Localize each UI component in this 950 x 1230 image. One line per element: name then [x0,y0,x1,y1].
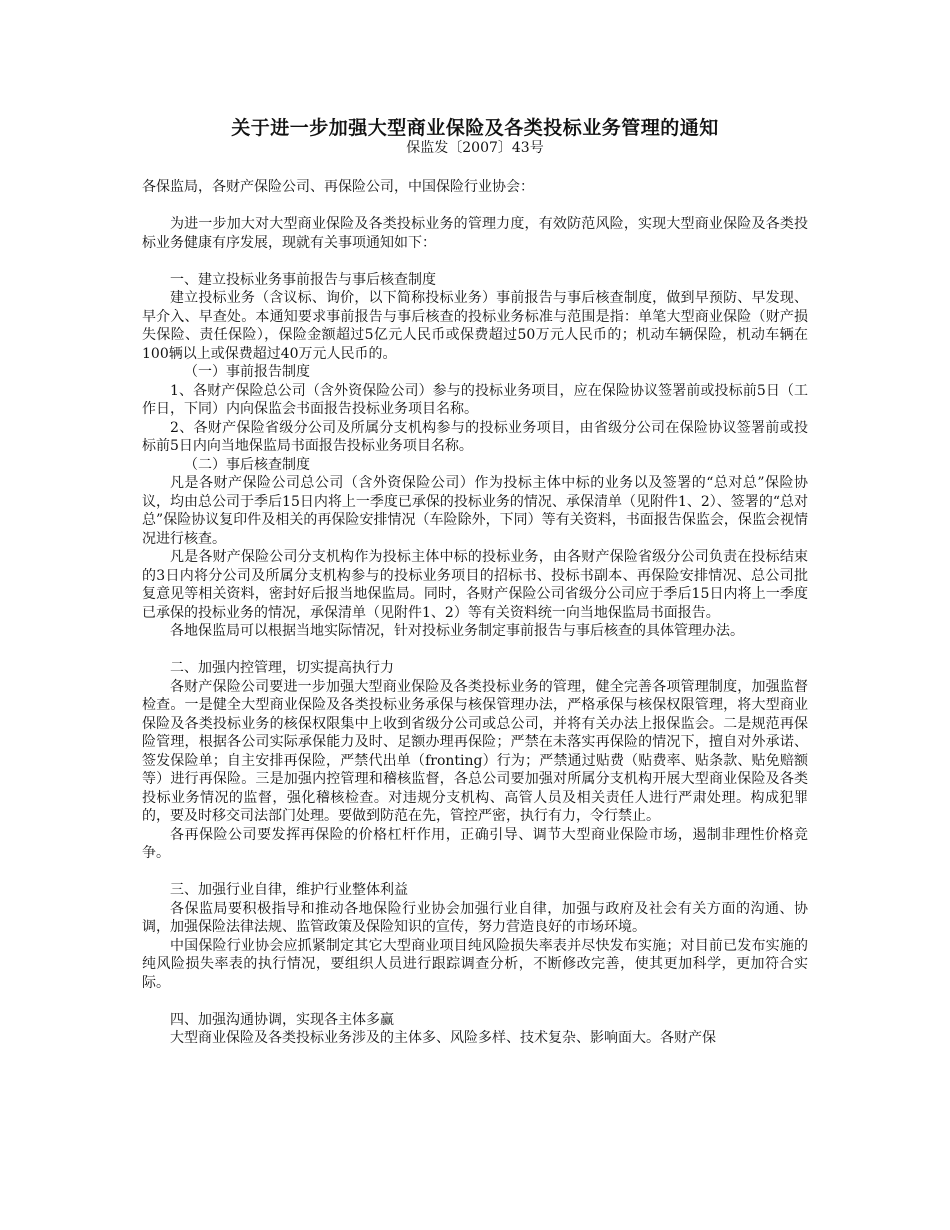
section-1-subheading-1: （一）事前报告制度 [184,364,310,380]
section-2-paragraph: 各财产保险公司要进一步加强大型商业保险及各类投标业务的管理，健全完善各项管理制度，加强监督检查。一是健全大型商业保险及各类投标业务承保与核保管理办法，严格承保与核保权限管理，将大型商业保险及各类投标业务的核保权限集中上收到省级分公司或总公司，并将有关办法上报保监会。二是规范再保险管理，根据各公司实际承保能力及时、足额办理再保险；严禁在未落实再保险的情况下，擅自对外承诺、签发保险单；自主安排再保险，严禁代出单（fronting）行为；严禁通过贴费（贴费率、贴条款、贴免赔额等）进行再保险。三是加强内控管理和稽核监督，各总公司要加强对所属分支机构开展大型商业保险及各类投标业务情况的监督，强化稽核检查。对违规分支机构、高管人员及相关责任人进行严肃处理。构成犯罪的，要及时移交司法部门处理。要做到防范在先，管控严密，执行有力，令行禁止。 [142,678,808,824]
section-1-paragraph: 建立投标业务（含议标、询价，以下简称投标业务）事前报告与事后核查制度，做到早预防、早发现、早介入、早查处。本通知要求事前报告与事后核查的投标业务标准与范围是指：单笔大型商业保险（财产损失保险、责任保险），保险金额超过5亿元人民币或保费超过50万元人民币的；机动车辆保险，机动车辆在100辆以上或保费超过40万元人民币的。 [142,290,808,362]
section-1-paragraph: 2、各财产保险省级分公司及所属分支机构参与的投标业务项目，由省级分公司在保险协议签署前或投标前5日内向当地保监局书面报告投标业务项目名称。 [142,419,808,454]
document-number: 保监发〔2007〕43号 [406,140,544,156]
document-title: 关于进一步加强大型商业保险及各类投标业务管理的通知 [231,117,719,139]
section-1-paragraph: 凡是各财产保险公司分支机构作为投标主体中标的投标业务，由各财产保险省级分公司负责在投标结束的3日内将分公司及所属分支机构参与的投标业务项目的招标书、投标书副本、再保险安排情况、总公司批复意见等相关资料，密封好后报当地保监局。同时，各财产保险公司省级分公司应于季后15日内将上一季度已承保的投标业务的情况，承保清单（见附件1、2）等有关资料统一向当地保监局书面报告。 [142,549,808,621]
salutation: 各保监局，各财产保险公司、再保险公司，中国保险行业协会： [142,179,534,195]
section-1-paragraph: 凡是各财产保险公司总公司（含外资保险公司）作为投标主体中标的业务以及签署的“总对总”保险协议，均由总公司于季后15日内将上一季度已承保的投标业务的情况、承保清单（见附件1、2）、签署的“总对总”保险协议复印件及相关的再保险安排情况（车险除外，下同）等有关资料，书面报告保监会，保监会视情况进行核查。 [142,475,808,547]
section-4-heading: 四、加强沟通协调，实现各主体多赢 [170,1011,394,1028]
section-2-paragraph: 各再保险公司要发挥再保险的价格杠杆作用，正确引导、调节大型商业保险市场，遏制非理性价格竞争。 [142,826,808,861]
section-4-paragraph: 大型商业保险及各类投标业务涉及的主体多、风险多样、技术复杂、影响面大。各财产保 [170,1030,716,1046]
section-3-paragraph: 各保监局要积极指导和推动各地保险行业协会加强行业自律，加强与政府及社会有关方面的沟通、协调，加强保险法律法规、监管政策及保险知识的宣传，努力营造良好的市场环境。 [142,900,808,935]
document-body [142,178,808,1048]
section-3-paragraph: 中国保险行业协会应抓紧制定其它大型商业项目纯风险损失率表并尽快发布实施；对目前已发布实施的纯风险损失率表的执行情况，要组织人员进行跟踪调查分析，不断修改完善，使其更加科学，更加符合实际。 [142,937,808,991]
section-1-paragraph: 各地保监局可以根据当地实际情况，针对投标业务制定事前报告与事后核查的具体管理办法。 [170,623,744,639]
section-1-paragraph: 1、各财产保险总公司（含外资保险公司）参与的投标业务项目，应在保险协议签署前或投标前5日（工作日，下同）内向保监会书面报告投标业务项目名称。 [142,382,808,417]
section-1-heading: 一、建立投标业务事前报告与事后核查制度 [170,271,436,288]
section-2-heading: 二、加强内控管理，切实提高执行力 [170,660,394,676]
section-3-heading: 三、加强行业自律，维护行业整体利益 [170,882,408,898]
section-1-subheading-2: （二）事后核查制度 [184,456,310,473]
intro-paragraph: 为进一步加大对大型商业保险及各类投标业务的管理力度，有效防范风险，实现大型商业保险及各类投标业务健康有序发展，现就有关事项通知如下： [142,216,808,251]
